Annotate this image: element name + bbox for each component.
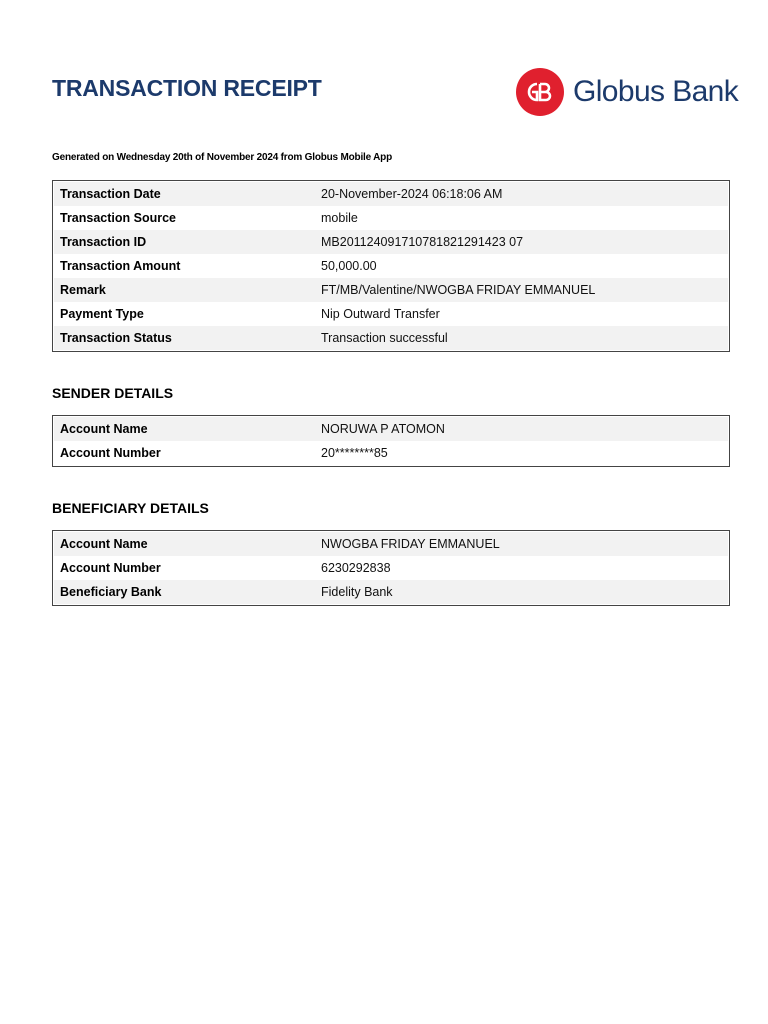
row-value: MB201124091710781821291423 07 xyxy=(315,230,728,254)
page-title: TRANSACTION RECEIPT xyxy=(52,75,322,101)
row-label: Remark xyxy=(54,278,315,302)
sender-table xyxy=(52,415,730,467)
table-row xyxy=(54,441,728,465)
row-label: Transaction Source xyxy=(60,211,177,225)
row-value: Fidelity Bank xyxy=(315,580,728,604)
row-label: Account Name xyxy=(54,417,315,441)
table-row xyxy=(54,230,728,254)
row-value: 50,000.00 xyxy=(321,259,377,273)
row-label: Beneficiary Bank xyxy=(54,580,315,604)
generated-note: Generated on Wednesday 20th of November 2024 from Globus Mobile App xyxy=(52,152,393,163)
beneficiary-table xyxy=(52,530,730,606)
table-row xyxy=(54,532,728,556)
row-label: Account Number xyxy=(60,561,161,575)
row-label: Payment Type xyxy=(60,307,144,321)
row-value: 20-November-2024 06:18:06 AM xyxy=(315,182,728,206)
row-value: Nip Outward Transfer xyxy=(321,307,440,321)
row-value: NWOGBA FRIDAY EMMANUEL xyxy=(315,532,728,556)
row-label: Account Name xyxy=(54,532,315,556)
row-value: mobile xyxy=(321,211,358,225)
logo-wordmark: Globus Bank xyxy=(573,75,739,108)
transaction-table xyxy=(52,180,730,352)
table-row xyxy=(54,556,728,580)
table-row xyxy=(54,580,728,604)
row-value: 6230292838 xyxy=(321,561,391,575)
row-label: Transaction Amount xyxy=(60,259,181,273)
beneficiary-details-heading: BENEFICIARY DETAILS xyxy=(52,500,209,516)
table-row xyxy=(54,278,728,302)
sender-details-heading: SENDER DETAILS xyxy=(52,385,174,401)
globus-logo-icon xyxy=(516,68,564,116)
table-row xyxy=(54,417,728,441)
row-label: Transaction ID xyxy=(54,230,315,254)
table-row xyxy=(54,254,728,278)
row-value: NORUWA P ATOMON xyxy=(315,417,728,441)
row-label: Account Number xyxy=(60,446,161,460)
row-label: Transaction Date xyxy=(54,182,315,206)
row-label: Transaction Status xyxy=(54,326,315,350)
table-row xyxy=(54,302,728,326)
row-value: FT/MB/Valentine/NWOGBA FRIDAY EMMANUEL xyxy=(315,278,728,302)
table-row xyxy=(54,326,728,350)
table-row xyxy=(54,182,728,206)
table-row xyxy=(54,206,728,230)
row-value: 20********85 xyxy=(321,446,388,460)
bank-logo xyxy=(516,68,738,116)
row-value: Transaction successful xyxy=(315,326,728,350)
